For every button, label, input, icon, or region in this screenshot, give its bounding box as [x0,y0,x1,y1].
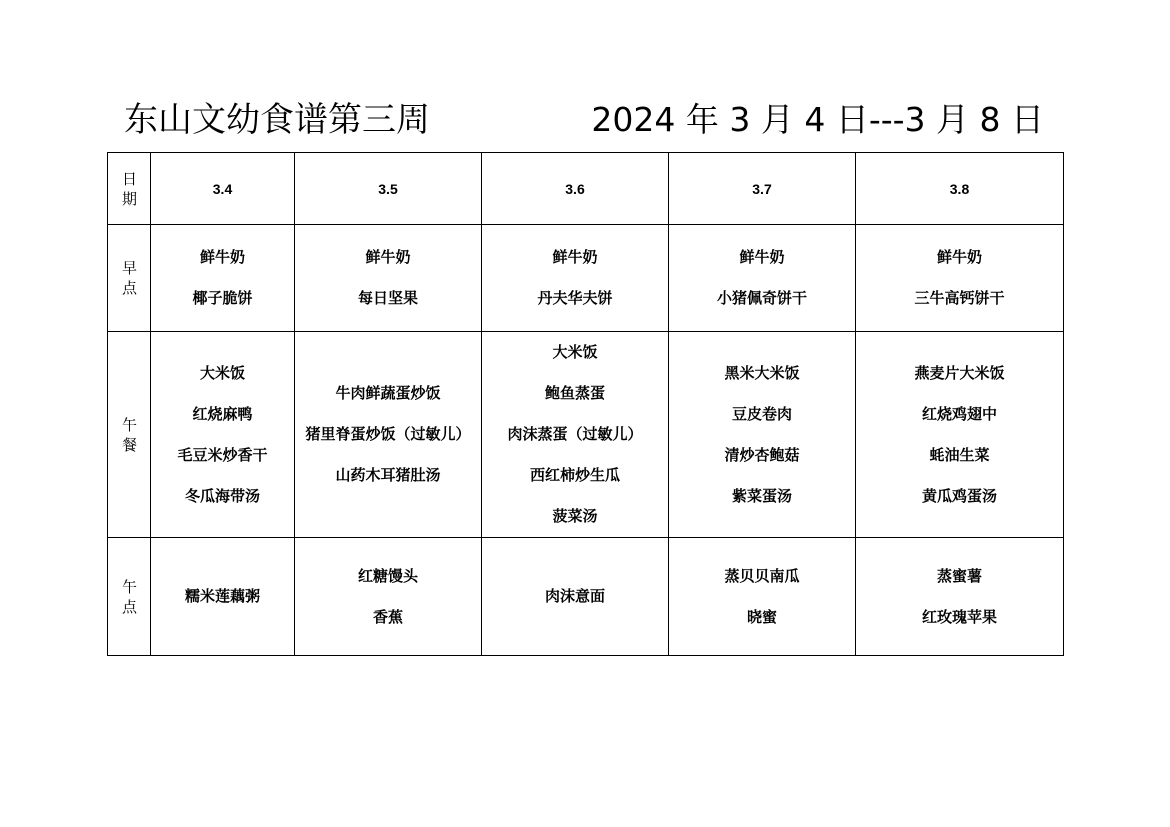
menu-item: 肉沫意面 [544,587,605,605]
row-label-cell [108,332,151,538]
menu-item: 猪里脊蛋炒饭（过敏儿） [305,425,471,443]
snack-cell [295,538,482,656]
menu-item: 鲜牛奶 [936,248,982,266]
date-cell [151,153,295,225]
snack-cell [151,538,295,656]
menu-item: 晓蜜 [746,607,777,626]
menu-item: 山药木耳猪肚汤 [335,466,441,484]
date-label: 3.4 [212,180,233,197]
menu-item: 蒸蜜薯 [936,566,982,585]
row-label-snack: 午点 [122,577,138,616]
menu-item: 牛肉鲜蔬蛋炒饭 [335,384,441,402]
menu-item: 菠菜汤 [552,507,598,525]
menu-item: 鲜牛奶 [552,248,598,266]
date-label: 3.5 [378,180,398,197]
menu-item: 椰子脆饼 [192,289,253,307]
breakfast-cell [482,225,669,332]
date-label: 3.6 [565,180,585,197]
menu-item: 鲍鱼蒸蛋 [544,384,605,402]
menu-item: 糯米莲藕粥 [184,587,260,605]
row-label-cell [108,225,151,332]
breakfast-row [108,225,1064,332]
breakfast-cell [856,225,1064,332]
menu-item: 蚝油生菜 [929,445,990,464]
menu-item: 大米饭 [199,363,245,382]
menu-item: 香蕉 [372,607,403,626]
lunch-row [108,332,1064,538]
lunch-cell [295,332,482,538]
menu-item: 黑米大米饭 [724,363,800,382]
menu-item: 大米饭 [552,343,598,361]
breakfast-cell [669,225,856,332]
menu-item: 红糖馒头 [357,566,418,585]
menu-item: 鲜牛奶 [199,248,245,266]
lunch-cell [669,332,856,538]
menu-item: 冬瓜海带汤 [184,486,260,505]
menu-item: 红烧麻鸭 [192,404,253,423]
menu-item: 西红柿炒生瓜 [529,466,620,484]
date-cell [295,153,482,225]
menu-item: 鲜牛奶 [739,248,785,266]
menu-item: 毛豆米炒香干 [177,445,268,464]
menu-item: 肉沫蒸蛋（过敏儿） [507,425,643,443]
row-label-lunch: 午餐 [122,415,138,454]
lunch-cell [482,332,669,538]
row-label-cell [108,153,151,225]
lunch-cell [151,332,295,538]
row-label-breakfast: 早点 [122,259,138,297]
menu-item: 红玫瑰苹果 [921,607,997,626]
menu-item: 清炒杏鲍菇 [724,445,800,464]
snack-row [108,538,1064,656]
menu-item: 豆皮卷肉 [731,404,792,423]
date-cell [856,153,1064,225]
date-label: 3.7 [752,180,772,197]
menu-item: 每日坚果 [357,289,418,307]
snack-cell [856,538,1064,656]
menu-item: 紫菜蛋汤 [731,486,792,505]
breakfast-cell [151,225,295,332]
title-row [124,96,1044,144]
breakfast-cell [295,225,482,332]
menu-item: 小猪佩奇饼干 [716,289,807,307]
date-cell [482,153,669,225]
menu-item: 丹夫华夫饼 [537,289,613,307]
lunch-cell [856,332,1064,538]
menu-item: 三牛高钙饼干 [914,289,1005,307]
menu-item: 蒸贝贝南瓜 [724,566,800,585]
weekly-menu-table [107,152,1064,656]
snack-cell [669,538,856,656]
date-row [108,153,1064,225]
date-label: 3.8 [949,180,970,197]
page-title: 东山文幼食谱第三周 [124,100,430,140]
row-label-date: 日期 [122,169,138,208]
row-label-cell [108,538,151,656]
date-cell [669,153,856,225]
menu-item: 红烧鸡翅中 [921,404,997,423]
menu-item: 黄瓜鸡蛋汤 [921,486,997,505]
menu-item: 鲜牛奶 [365,248,411,266]
snack-cell [482,538,669,656]
menu-item: 燕麦片大米饭 [914,363,1005,382]
date-range: 2024 年 3 月 4 日---3 月 8 日 [591,100,1044,139]
